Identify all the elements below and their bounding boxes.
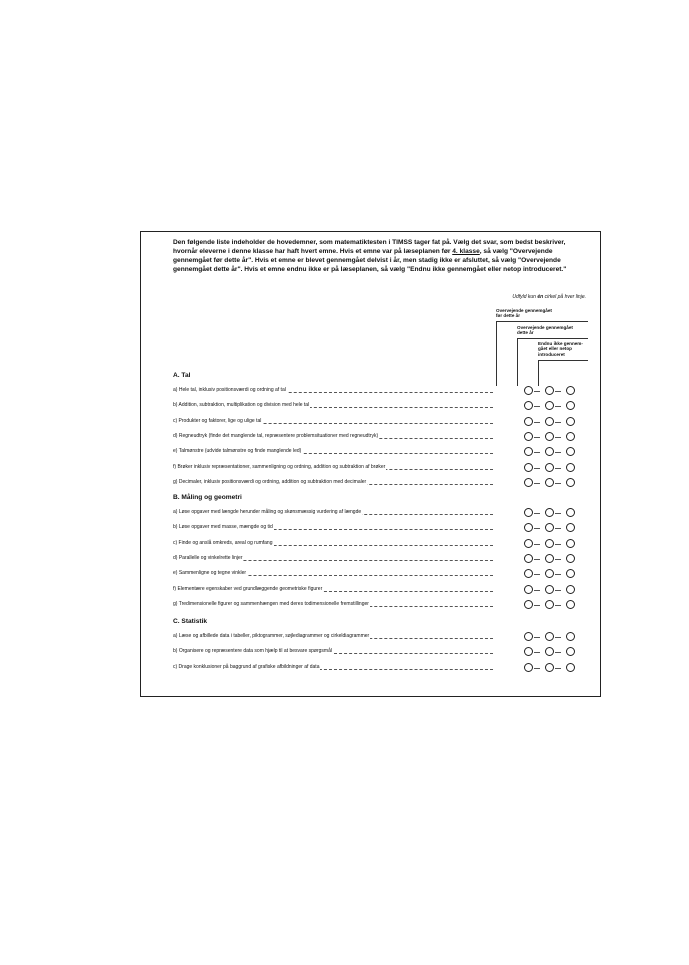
answer-circle-not-yet[interactable] [566,663,575,672]
column-header-rule-3 [538,360,588,361]
intro-text-part2: , så vælg "Overvejende gennemgået før dette år". Hvis et emne er blevet gennemgået delvist i år, men stadig ikke er afsluttet, så vælg "Overvejende gennemgået dette år". Hvis et emne endnu ikke er på læseplanen, så vælg "Endnu ikke gennemgået eller netop introduceret." [173,248,567,274]
answer-circle-this-year[interactable] [545,585,554,594]
answer-circle-before-year[interactable] [524,663,533,672]
answer-circle-not-yet[interactable] [566,647,575,656]
topic-label: c) Produkter og faktorer, lige og ulige tal [173,417,262,424]
circle-connector [555,652,561,653]
topic-row [173,508,545,518]
circle-connector [534,559,540,560]
answer-circle-this-year[interactable] [545,463,554,472]
answer-circle-not-yet[interactable] [566,463,575,472]
topic-row [173,478,545,488]
answer-options [524,417,576,427]
topic-row [173,447,545,457]
answer-circle-not-yet[interactable] [566,585,575,594]
topic-row [173,585,545,595]
circle-connector [534,483,540,484]
answer-options [524,478,576,488]
topic-row [173,523,545,533]
circle-connector [534,652,540,653]
topic-row [173,663,545,673]
circle-connector [555,406,561,407]
answer-circle-not-yet[interactable] [566,569,575,578]
answer-circle-this-year[interactable] [545,478,554,487]
topic-row [173,569,545,579]
answer-circle-before-year[interactable] [524,447,533,456]
topic-label: f) Elementære egenskaber ved grundlæggende geometriske figurer [173,585,323,592]
topic-label: f) Brøker inklusiv repræsentationer, sammenligning og ordning, addition og subtraktion af brøker [173,463,386,470]
answer-circle-this-year[interactable] [545,539,554,548]
circle-connector [534,406,540,407]
answer-options [524,585,576,595]
answer-circle-before-year[interactable] [524,647,533,656]
column-header-rule-1 [496,321,588,322]
topic-row [173,554,545,564]
answer-options [524,401,576,411]
answer-options [524,600,576,610]
intro-underlined-grade: 4. klasse [452,248,480,256]
answer-options [524,569,576,579]
circle-connector [555,590,561,591]
answer-circle-before-year[interactable] [524,632,533,641]
topic-label: g) Tredimensionelle figurer og sammenhængen med deres todimensionelle fremstillinger [173,600,369,607]
answer-circle-not-yet[interactable] [566,539,575,548]
topic-label: b) Løse opgaver med masse, mængde og tid [173,524,273,531]
topic-label: a) Hele tal, inklusiv positionsværdi og ordning af tal [173,387,286,393]
circle-connector [534,605,540,606]
answer-circle-this-year[interactable] [545,554,554,563]
answer-circle-not-yet[interactable] [566,401,575,410]
instruction-after: cirkel på hver linje. [543,294,586,300]
section-title: C. Statistik [173,618,208,625]
answer-circle-not-yet[interactable] [566,432,575,441]
circle-connector [534,544,540,545]
topic-label: d) Regneudtryk (finde det manglende tal, repræsentere problemsituationer med regneudtryk) [173,432,379,439]
answer-circle-before-year[interactable] [524,386,533,395]
answer-circle-before-year[interactable] [524,508,533,517]
column-header-not-yet: Endnu ikke gennem-gået eller netop introduceret [538,341,583,357]
answer-circle-this-year[interactable] [545,508,554,517]
circle-connector [555,605,561,606]
topic-row [173,463,545,473]
topic-row [173,401,545,411]
answer-options [524,463,576,473]
topic-row [173,632,545,642]
column-header-before-year: Overvejende gennemgået før dette år [496,308,552,319]
answer-circle-before-year[interactable] [524,600,533,609]
intro-text [173,238,583,274]
answer-circle-not-yet[interactable] [566,417,575,426]
instruction-before: Udfyld kun [512,294,538,300]
circle-connector [555,422,561,423]
answer-circle-this-year[interactable] [545,569,554,578]
circle-connector [555,528,561,529]
answer-circle-this-year[interactable] [545,417,554,426]
circle-connector [555,637,561,638]
answer-options [524,508,576,518]
answer-circle-before-year[interactable] [524,463,533,472]
answer-circle-before-year[interactable] [524,539,533,548]
answer-options [524,447,576,457]
answer-options [524,663,576,673]
answer-circle-this-year[interactable] [545,600,554,609]
circle-connector [534,528,540,529]
answer-circle-this-year[interactable] [545,647,554,656]
answer-circle-this-year[interactable] [545,447,554,456]
circle-connector [555,574,561,575]
circle-connector [534,391,540,392]
topic-label: g) Decimaler, inklusiv positionsværdi og ordning, addition og subtraktion med decimaler [173,478,367,485]
answer-circle-before-year[interactable] [524,523,533,532]
section-title: B. Måling og geometri [173,494,242,501]
answer-circle-not-yet[interactable] [566,478,575,487]
answer-options [524,432,576,442]
answer-circle-before-year[interactable] [524,585,533,594]
answer-options [524,386,576,396]
topic-row [173,600,545,610]
topic-row [173,432,545,442]
column-connector-2 [517,338,518,386]
circle-connector [534,422,540,423]
topic-label: a) Læse og afbillede data i tabeller, piktogrammer, søjlediagrammer og cirkeldiagrammer [173,633,370,639]
answer-options [524,523,576,533]
circle-connector [534,513,540,514]
circle-connector [534,468,540,469]
answer-options [524,554,576,564]
topic-label: e) Talmønstre (udvide talmønstre og finde manglende led) [173,448,302,455]
topic-label: b) Organisere og repræsentere data som hjælp til at besvare spørgsmål [173,648,332,655]
answer-circle-not-yet[interactable] [566,523,575,532]
answer-circle-not-yet[interactable] [566,600,575,609]
topic-row [173,417,545,427]
circle-connector [534,437,540,438]
instruction-emphasis: én [537,294,544,300]
topic-row [173,386,545,396]
answer-circle-before-year[interactable] [524,569,533,578]
topic-label: c) Finde og anslå omkreds, areal og rumfang [173,539,273,546]
answer-circle-not-yet[interactable] [566,447,575,456]
answer-circle-this-year[interactable] [545,432,554,441]
answer-options [524,632,576,642]
topic-row [173,647,545,657]
answer-circle-before-year[interactable] [524,417,533,426]
answer-circle-this-year[interactable] [545,386,554,395]
answer-circle-this-year[interactable] [545,401,554,410]
circle-connector [555,483,561,484]
topic-label: b) Addition, subtraktion, multiplikation og division med hele tal [173,402,310,409]
circle-connector [534,452,540,453]
circle-connector [555,513,561,514]
circle-connector [555,437,561,438]
topic-label: c) Drage konklusioner på baggrund af grafiske afbildninger af data [173,663,320,670]
column-header-this-year: Overvejende gennemgået dette år [517,325,573,336]
answer-options [524,647,576,657]
answer-circle-this-year[interactable] [545,632,554,641]
topic-label: e) Sammenligne og tegne vinkler [173,570,247,577]
answer-circle-before-year[interactable] [524,401,533,410]
answer-circle-before-year[interactable] [524,478,533,487]
circle-connector [555,668,561,669]
circle-connector [555,452,561,453]
circle-connector [555,468,561,469]
answer-circle-before-year[interactable] [524,432,533,441]
circle-connector [534,668,540,669]
answer-circle-not-yet[interactable] [566,508,575,517]
circle-connector [555,391,561,392]
topic-label: a) Løse opgaver med længde herunder måling og skønsmæssig vurdering af længde [173,509,362,515]
answer-circle-this-year[interactable] [545,523,554,532]
answer-circle-this-year[interactable] [545,663,554,672]
topic-row [173,539,545,549]
section-title: A. Tal [173,372,191,379]
questionnaire-box [140,231,601,697]
intro-text-part1: Den følgende liste indeholder de hovedemner, som matematiktesten i TIMSS tager fat på. Vælg det svar, som bedst beskriver, hvornår eleverne i denne klasse har haft hvert emne. Hvis et emne var på læseplanen før [173,239,566,256]
fill-instruction [512,294,586,300]
circle-connector [555,544,561,545]
answer-circle-not-yet[interactable] [566,554,575,563]
column-connector-1 [496,321,497,386]
column-connector-3 [538,360,539,386]
answer-circle-not-yet[interactable] [566,386,575,395]
answer-circle-not-yet[interactable] [566,632,575,641]
topic-label: d) Parallelle og vinkelrette linjer [173,554,243,561]
circle-connector [534,590,540,591]
column-header-rule-2 [517,338,588,339]
circle-connector [555,559,561,560]
circle-connector [534,574,540,575]
answer-options [524,539,576,549]
circle-connector [534,637,540,638]
answer-circle-before-year[interactable] [524,554,533,563]
